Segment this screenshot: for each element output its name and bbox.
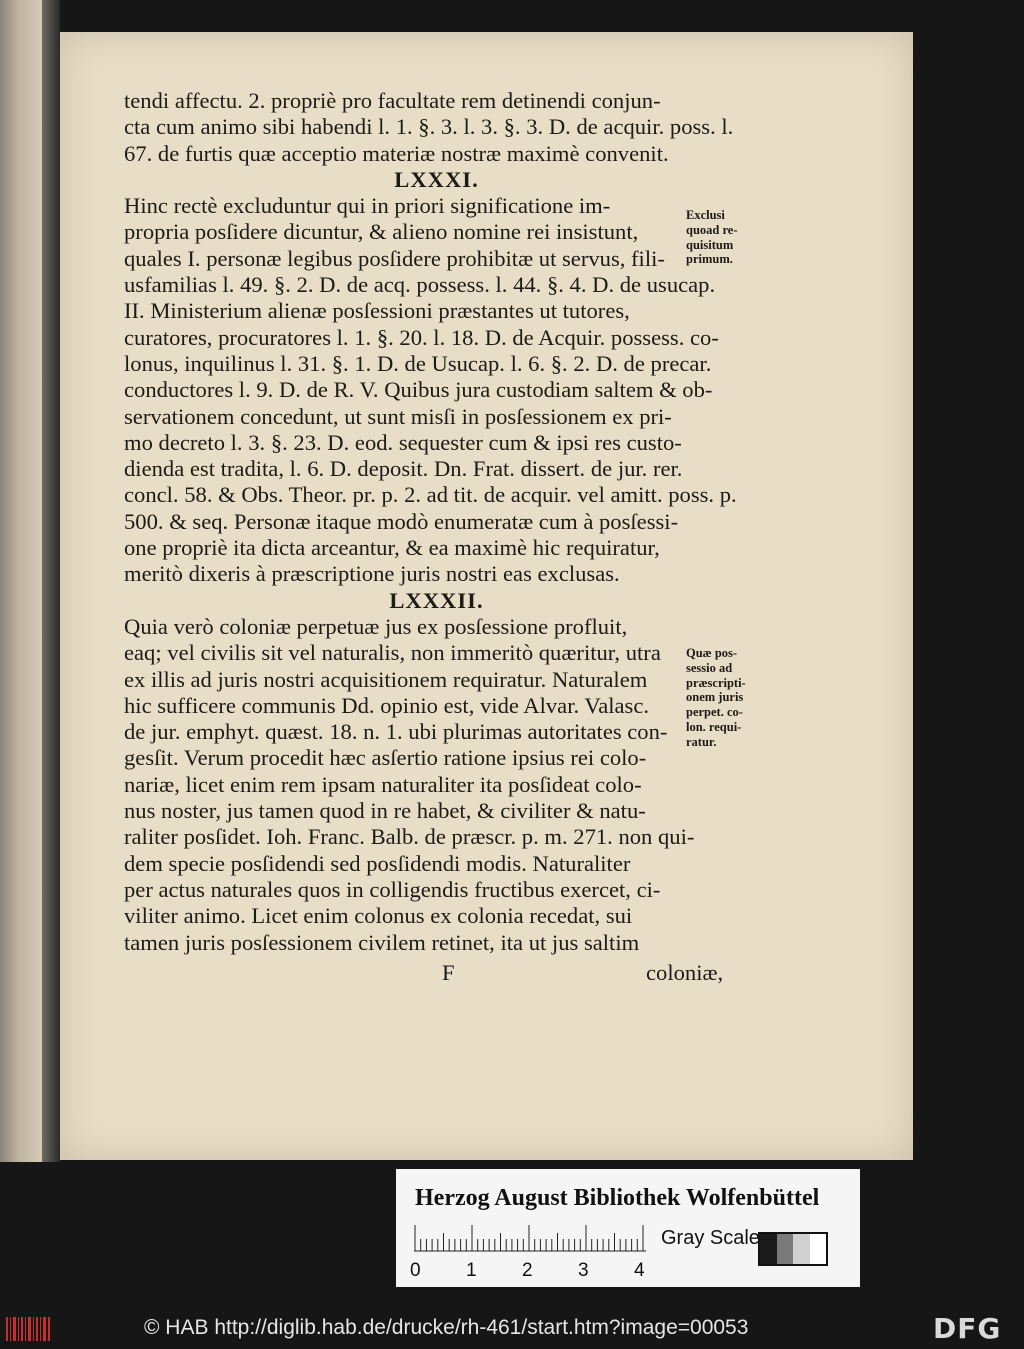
ruler-numbers: [410, 1260, 670, 1282]
margin-note-line: ratur.: [686, 734, 717, 749]
text-line: eaq; vel civilis sit vel naturalis, non immeritò quæritur, utra: [124, 640, 661, 666]
text-line: tamen juris posſessionem civilem retinet, ita ut jus saltim: [124, 929, 640, 955]
text-line: dienda est tradita, l. 6. D. deposit. Dn. Frat. dissert. de jur. rer.: [124, 456, 683, 482]
text-line: de jur. emphyt. quæst. 18. n. 1. ubi plurimas autoritates con-: [124, 719, 668, 745]
margin-note-line: Quæ pos-: [686, 646, 738, 660]
footer-bar: [0, 1308, 1024, 1349]
margin-note-line: Exclusi: [686, 208, 725, 222]
ruler-ticks: [414, 1224, 646, 1252]
text-line: cta cum animo sibi habendi l. 1. §. 3. l. 3. §. 3. D. de acquir. poss. l.: [124, 114, 734, 140]
text-line: curatores, procuratores l. 1. §. 20. l. 18. D. de Acquir. possess. co-: [124, 324, 719, 350]
copyright-link[interactable]: © HAB http://diglib.hab.de/drucke/rh-461/start.htm?image=00053: [144, 1316, 749, 1339]
margin-note-line: sessio ad: [686, 660, 733, 675]
gray-scale-ruler: [414, 1224, 646, 1252]
ruler-number: 0: [410, 1260, 421, 1281]
margin-note-line: perpet. co-: [686, 705, 743, 720]
gray-swatch-cell: [760, 1234, 777, 1264]
margin-note-line: quoad re-: [686, 222, 738, 237]
paragraph-continuation: [124, 88, 749, 167]
text-line: Hinc rectè excluduntur qui in priori significatione im-: [124, 193, 611, 219]
margin-note-possession: [686, 646, 746, 750]
text-line: ex illis ad juris nostri acquisitionem requiratur. Naturalem: [124, 666, 648, 692]
ruler-number: 3: [578, 1260, 589, 1281]
text-line: Quia verò coloniæ perpetuæ jus ex posſessione profluit,: [124, 613, 628, 639]
text-line: conductores l. 9. D. de R. V. Quibus jura custodiam saltem & ob-: [124, 377, 713, 403]
left-page-edge: [0, 0, 42, 1162]
paragraph-81: [124, 193, 749, 587]
dfg-logo: DFG: [933, 1312, 1002, 1345]
ruler-number: 1: [466, 1260, 477, 1281]
text-line: II. Ministerium alienæ posſessioni præstantes ut tutores,: [124, 298, 630, 324]
ruler-number: 4: [634, 1260, 645, 1281]
margin-note-line: primum.: [686, 252, 733, 267]
text-line: one propriè ita dicta arceantur, & ea maximè hic requiratur,: [124, 535, 660, 561]
signature-mark: F: [442, 959, 455, 985]
gray-swatch-cell: [810, 1234, 827, 1264]
gray-swatch-cell: [777, 1234, 794, 1264]
paragraph-82: [124, 614, 749, 956]
text-line: 500. & seq. Personæ itaque modò enumeratæ cum à posſessi-: [124, 508, 679, 534]
text-line: propria posſidere dicuntur, & alieno nomine rei insistunt,: [124, 219, 639, 245]
gray-scale-label: Gray Scale: [661, 1227, 760, 1249]
catchword: coloniæ,: [646, 959, 724, 985]
ruler-number: 2: [522, 1260, 533, 1281]
text-line: tendi affectu. 2. propriè pro facultate rem detinendi conjun-: [124, 88, 661, 113]
page-text: [124, 88, 749, 990]
text-line: viliter animo. Licet enim colonus ex colonia recedat, sui: [124, 903, 633, 929]
barcode-icon: [6, 1317, 50, 1341]
text-line: concl. 58. & Obs. Theor. pr. p. 2. ad tit. de acquir. vel amitt. poss. p.: [124, 482, 737, 508]
page-footer-line: [124, 960, 749, 990]
margin-note-line: præscripti-: [686, 675, 746, 690]
text-line: hic sufficere communis Dd. opinio est, vide Alvar. Valasc.: [124, 692, 649, 718]
text-line: nariæ, licet enim rem ipsam naturaliter ita posſideat colo-: [124, 771, 642, 797]
text-line: mo decreto l. 3. §. 23. D. eod. sequester cum & ipsi res custo-: [124, 429, 682, 455]
text-line: meritò dixeris à præscriptione juris nostri eas exclusas.: [124, 561, 620, 587]
book-page: [60, 32, 913, 1160]
text-line: gesſit. Verum procedit hæc asſertio ratione ipsius rei colo-: [124, 745, 647, 771]
gray-scale-swatch: [758, 1232, 828, 1266]
text-line: nus noster, jus tamen quod in re habet, & civiliter & natu-: [124, 798, 646, 824]
text-line: usfamilias l. 49. §. 2. D. de acq. possess. l. 44. §. 4. D. de usucap.: [124, 272, 716, 298]
text-line: lonus, inquilinus l. 31. §. 1. D. de Usucap. l. 6. §. 2. D. de precar.: [124, 350, 712, 376]
text-line: raliter posſidet. Ioh. Franc. Balb. de præscr. p. m. 271. non qui-: [124, 824, 695, 850]
margin-note-line: lon. requi-: [686, 719, 742, 734]
text-line: 67. de furtis quæ acceptio materiæ nostræ maximè convenit.: [124, 140, 669, 166]
gray-swatch-cell: [793, 1234, 810, 1264]
library-name: Herzog August Bibliothek Wolfenbüttel: [415, 1185, 820, 1211]
margin-note-excluded: [686, 208, 738, 267]
book-gutter: [42, 0, 60, 1162]
text-line: dem specie posſidendi sed posſidendi modis. Naturaliter: [124, 850, 631, 876]
text-line: quales I. personæ legibus posſidere prohibitæ ut servus, fili-: [124, 245, 665, 271]
text-line: per actus naturales quos in colligendis fructibus exercet, ci-: [124, 876, 661, 902]
text-line: servationem concedunt, ut sunt misſi in posſessionem ex pri-: [124, 403, 672, 429]
margin-note-line: quisitum: [686, 237, 734, 252]
library-color-chart: [396, 1169, 860, 1287]
section-heading-82: LXXXII.: [389, 587, 484, 613]
section-heading-81: LXXXI.: [394, 166, 479, 192]
margin-note-line: onem juris: [686, 690, 744, 705]
